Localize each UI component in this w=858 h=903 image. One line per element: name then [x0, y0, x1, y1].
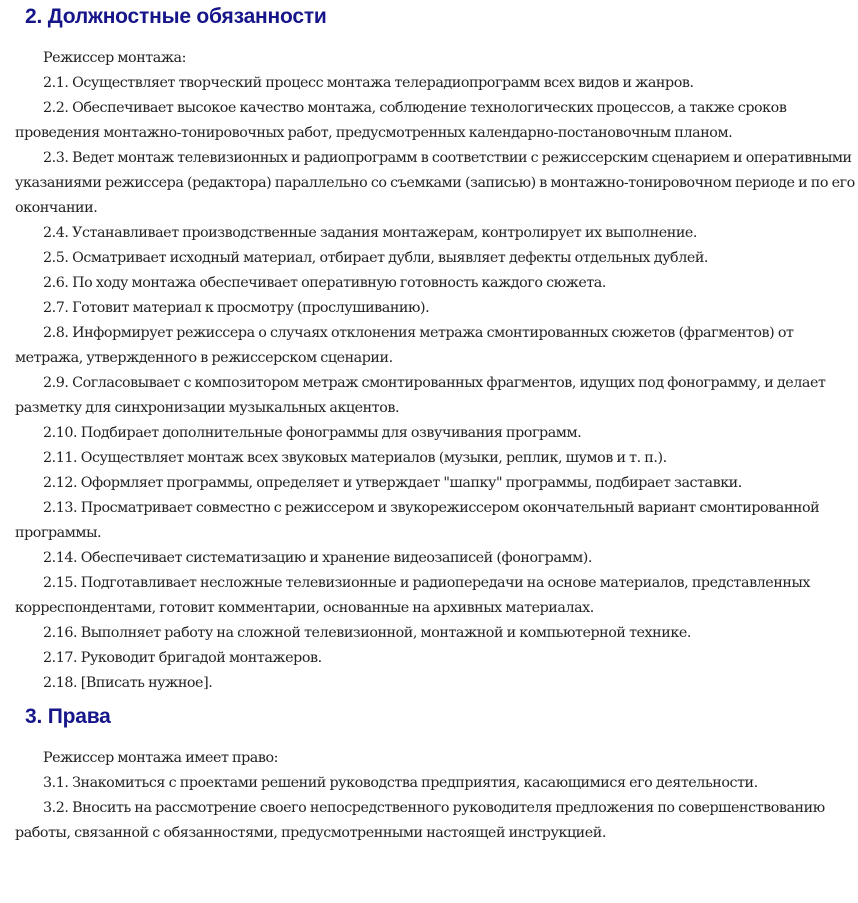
- paragraph: 2.11. Осуществляет монтаж всех звуковых материалов (музыки, реплик, шумов и т. п.).: [43, 450, 667, 466]
- paragraph: 2.14. Обеспечивает систематизацию и хранение видеозаписей (фонограмм).: [43, 550, 592, 566]
- paragraph: 3.2. Вносить на рассмотрение своего непосредственного руководителя предложения по совершенствованию работы, связанной с обязанностями, предусмотренными настоящей инструкцией.: [15, 800, 825, 841]
- paragraph: 2.13. Просматривает совместно с режиссером и звукорежиссером окончательный вариант смонтированной программы.: [15, 500, 820, 541]
- paragraph: 2.1. Осуществляет творческий процесс монтажа телерадиопрограмм всех видов и жанров.: [43, 75, 694, 91]
- paragraph: 2.9. Согласовывает с композитором метраж смонтированных фрагментов, идущих под фонограмму, и делает разметку для синхронизации музыкальных акцентов.: [15, 375, 826, 416]
- paragraph: 2.16. Выполняет работу на сложной телевизионной, монтажной и компьютерной технике.: [43, 625, 691, 641]
- paragraph: 2.10. Подбирает дополнительные фонограммы для озвучивания программ.: [43, 425, 582, 441]
- document-body: [15, 0, 855, 846]
- paragraph: Режиссер монтажа:: [43, 50, 186, 66]
- paragraph: 2.8. Информирует режиссера о случаях отклонения метража смонтированных сюжетов (фрагментов) от метража, утвержденного в режиссерском сценарии.: [15, 325, 794, 366]
- paragraph: 2.17. Руководит бригадой монтажеров.: [43, 650, 322, 666]
- paragraph: 2.7. Готовит материал к просмотру (прослушиванию).: [43, 300, 430, 316]
- paragraph: 2.2. Обеспечивает высокое качество монтажа, соблюдение технологических процессов, а также сроков проведения монтажно-тонировочных работ, предусмотренных календарно-постановочным планом.: [15, 100, 787, 141]
- paragraph: 2.5. Осматривает исходный материал, отбирает дубли, выявляет дефекты отдельных дублей.: [43, 250, 709, 266]
- section-heading-duties: 2. Должностные обязанности: [25, 5, 327, 28]
- paragraph: 2.4. Устанавливает производственные задания монтажерам, контролирует их выполнение.: [43, 225, 698, 241]
- paragraph: 2.3. Ведет монтаж телевизионных и радиопрограмм в соответствии с режиссерским сценарием и оперативными указаниями режиссера (редактора) параллельно со съемками (записью) в монтажно-тонировочном периоде и по его окончании.: [15, 150, 855, 216]
- paragraph: 2.6. По ходу монтажа обеспечивает оперативную готовность каждого сюжета.: [43, 275, 606, 291]
- paragraph: Режиссер монтажа имеет право:: [43, 750, 278, 766]
- paragraph: 2.18. [Вписать нужное].: [43, 675, 213, 691]
- paragraph: 3.1. Знакомиться с проектами решений руководства предприятия, касающимися его деятельности.: [43, 775, 758, 791]
- section-heading-rights: 3. Права: [25, 705, 111, 728]
- paragraph: 2.12. Оформляет программы, определяет и утверждает "шапку" программы, подбирает заставки.: [43, 475, 742, 491]
- paragraph: 2.15. Подготавливает несложные телевизионные и радиопередачи на основе материалов, представленных корреспондентами, готовит комментарии, основанные на архивных материалах.: [15, 575, 811, 616]
